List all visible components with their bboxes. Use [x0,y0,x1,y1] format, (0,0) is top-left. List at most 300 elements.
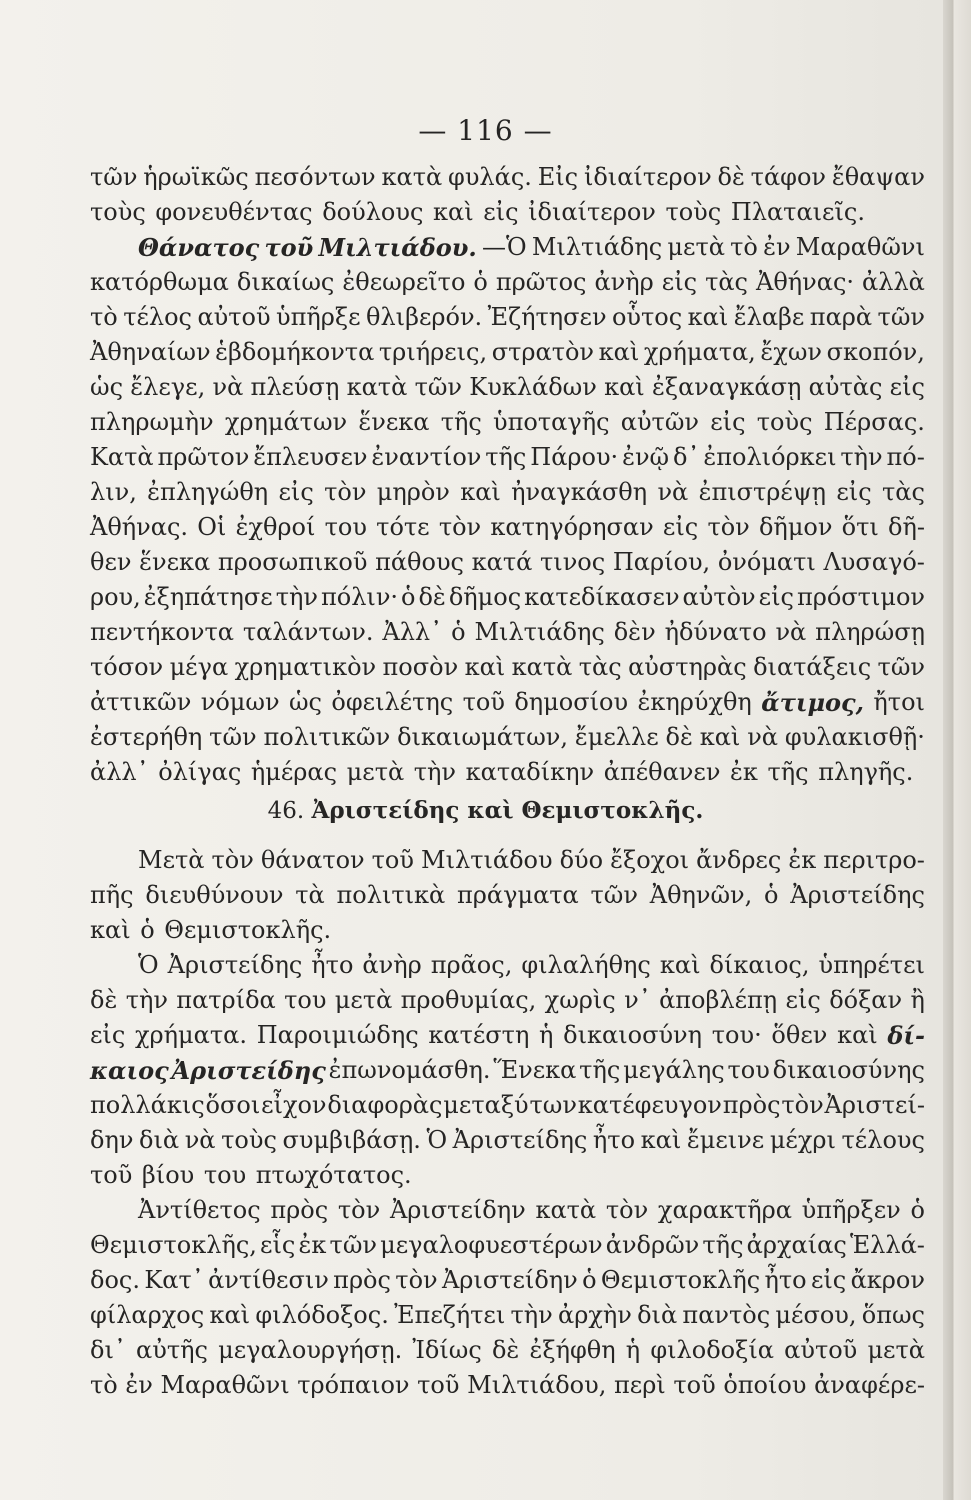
word: τὰ [295,881,325,909]
word: ἠναγκάσθη [511,478,648,506]
word: τῶν [877,653,925,681]
word: ἰδιαίτερον [528,198,656,226]
word: ἡρωϊκῶς [143,163,249,191]
word: κατά [471,548,533,576]
word: στρατὸν [491,338,595,366]
word: καὶ [659,951,701,979]
word: ρου, [90,583,141,611]
emphasized-word: Θάνατος [138,233,260,262]
paragraph-block-1 [90,160,925,790]
word: τῶν [590,881,638,909]
word: αὐτοῦ [784,1336,858,1364]
word: πόλιν· [320,583,399,611]
word: αὐτοῦ [197,303,271,331]
word: μετὰ [867,1336,925,1364]
page-binding-edge [943,0,971,1500]
word: διὰ [637,1301,678,1329]
text-line [90,545,925,580]
word: μέσου, [775,1301,857,1329]
text-line [90,1053,925,1088]
text-line [90,370,925,405]
word: νὰ [747,723,778,751]
word: ὁ [140,916,155,944]
word: ἐκ [730,758,758,786]
word: εἷς [260,1231,296,1259]
word: ἡμέρας [250,758,338,786]
text-line [90,843,925,878]
word: τὸ [90,1371,118,1399]
word: πρὸς [333,1266,391,1294]
word: ἀνὴρ [594,268,654,296]
word: καὶ [837,1021,878,1049]
word: τοῦ [90,1161,133,1189]
word: καταδίκην [465,758,595,786]
word: τῆς [440,408,482,436]
word: χρήματα, [643,338,756,366]
word: δὲ [418,583,446,611]
word: τοῦ [371,846,414,874]
word: ὁποίου [723,1371,807,1399]
word: ἀλλὰ [862,268,925,296]
word: τῶν [209,723,257,751]
word: πρῶτον [157,443,250,471]
text-line [90,755,925,790]
word: ἡ [539,1021,554,1049]
word: εἶχον [261,1091,327,1119]
text-line [90,510,925,545]
word: πολιτικὰ [336,881,446,909]
word: δι᾽ [90,1336,126,1364]
word: τῆς [702,1231,744,1259]
word: μεταξύ [443,1091,529,1119]
text-line [90,160,925,195]
word: διατάξεις [753,653,872,681]
word: ὑποταγῆς [493,408,610,436]
word: περὶ [613,1371,666,1399]
word: ὑπηρέτει [818,951,925,979]
word: Μετὰ [138,846,205,874]
word: Ἀριστείδην [389,1196,526,1224]
word: Οἱ [197,513,227,541]
word: τὴν [413,758,457,786]
word: τοὺς [221,1126,277,1154]
word: ἐν [125,1371,153,1399]
word: Κατ᾽ [144,1266,204,1294]
word: ὅθεν [771,1021,828,1049]
word: Κυκλάδων [469,373,597,401]
word: δικαιοσύνη [563,1021,703,1049]
word: πτωχότατος. [255,1161,412,1189]
word: πρᾶος, [430,951,513,979]
word: ἐχθροί [235,513,316,541]
word: ἐπωνομάσθη. [328,1056,491,1084]
word: κατὰ [346,373,408,401]
text-line [90,230,925,265]
word: ἄκρον [850,1266,925,1294]
word: του· [711,1021,762,1049]
word: Παρίου, [612,548,711,576]
word: Μαραθῶνι [795,233,925,261]
word: ἢ [910,986,925,1014]
word: ὁ [473,268,488,296]
word: ὑπῆρξεν [801,1196,901,1224]
word: αὐτὰς [808,373,883,401]
word: εἰς [785,986,821,1014]
word: ἀρχαίας [746,1231,847,1259]
word: πρὸς [722,1091,781,1119]
word: τέλους [841,1126,925,1154]
word: παρὰ [809,303,873,331]
word: ἰδιαίτερον [583,163,712,191]
word: διὰ [139,1126,180,1154]
word: του [203,1161,247,1189]
word: τὸν [781,1091,824,1119]
word: κατὰ [381,163,443,191]
text-line [90,948,925,983]
word: τὸ [90,303,118,331]
word: πλεύσῃ [250,373,340,401]
word: Πέρσας. [823,408,925,436]
word: ταλάντων. [242,618,374,646]
word: καὶ [640,1126,682,1154]
word: φυλακισθῇ· [784,723,925,751]
word: Μαραθῶνι [160,1371,290,1399]
word: ἄνδρες [696,846,782,874]
text-line [90,1333,925,1368]
word: πῆς [90,881,134,909]
word: μέχρι [769,1126,836,1154]
word: δημοσίου [514,688,629,716]
word: Ἀριστείδης [452,1126,588,1154]
word: τῶν [414,373,462,401]
word: Πάρου· [530,443,619,471]
word: Μιλτιάδου, [467,1371,607,1399]
word: ὀνόματι [717,548,816,576]
word: ἦτο [764,1266,807,1294]
word: τὴν [510,1301,553,1329]
word: δικαιοσύνης [772,1056,925,1084]
word: Ἐζήτησεν [487,303,607,331]
word: χωρὶς [544,986,616,1014]
text-line [90,1158,925,1193]
word: δόξαν [829,986,903,1014]
word: Ἀριστείδης [167,951,303,979]
word: του [324,513,367,541]
word: ἐξηπάτησε [143,583,273,611]
word: πολιτικῶν [263,723,391,751]
word: ἐπολιόρκει [703,443,837,471]
word: κατέφευγον [577,1091,722,1119]
word: οὗτος [611,303,683,331]
word: προθυμίας, [400,986,537,1014]
word: βίου [141,1161,195,1189]
word: τέλος [123,303,192,331]
word: μεγαλουργήσῃ. [218,1336,403,1364]
word: πράγματα [457,881,579,909]
word: ἀντίθεσιν [208,1266,329,1294]
section-number: 46. [267,798,305,824]
text-line [90,1228,925,1263]
word: Θεμιστοκλῆς. [164,916,332,944]
word: τότε [376,513,430,541]
word: αὐστηρὰς [628,653,747,681]
word: ἠδύνατο [664,618,767,646]
word: φονευθέντας [155,198,313,226]
word: εἰς [661,268,698,296]
word: ἔμελλε [574,723,659,751]
word: πρῶτος [495,268,587,296]
word: ἡ [625,1336,641,1364]
word: μηρὸν [376,478,450,506]
word: Μιλτιάδης [474,618,605,646]
word: εἰς [662,513,699,541]
word: καὶ [433,198,474,226]
word: Μιλτιάδου [421,846,553,874]
word: ὁ [451,618,466,646]
word: ὀλίγας [158,758,242,786]
word: ἑβδομήκοντα [215,338,375,366]
word: Ἀριστείδην [441,1266,578,1294]
word: πληρώσῃ [815,618,925,646]
word: τοὺς [756,408,813,436]
word: αὐτῶν [620,408,699,436]
word: τῶν [877,303,925,331]
word: διαφορὰς [327,1091,443,1119]
word: Ἀλλ᾽ [382,618,443,646]
word: ἔπλευσεν [253,443,368,471]
word: δὲν [613,618,656,646]
emphasized-word: Μιλτιάδου. [318,233,477,262]
word: ἔμεινε [686,1126,765,1154]
word: ἐπληγώθη [147,478,269,506]
word: πάθους [375,548,464,576]
emphasized-word: δί- [887,1021,925,1050]
word: αὐτὸν [682,583,756,611]
word: Παροιμιώδης [256,1021,419,1049]
word: Ἀριστεί- [824,1091,925,1119]
word: ὁ [910,1196,925,1224]
word: τῆς [485,443,527,471]
word: εἰς [483,198,519,226]
word: ἀποβλέπῃ [659,986,778,1014]
text-line [90,1018,925,1053]
word: ἦτο [311,951,354,979]
word: ἀνὴρ [362,951,422,979]
word: πολλάκις [90,1091,205,1119]
word: κατόρθωμα [90,268,229,296]
emphasized-word: τοῦ [264,233,314,262]
word: τῶν [90,163,138,191]
word: Λυσαγό- [823,548,925,576]
word: Θεμιστοκλῆς, [90,1231,257,1259]
text-line [90,440,925,475]
word: καὶ [209,1301,251,1329]
text-line [90,1123,925,1158]
word: παντὸς [682,1301,771,1329]
word: ἀλλ᾽ [90,758,149,786]
page-number: — 116 — [418,114,553,147]
word: προσωπικοῦ [217,548,368,576]
word: χρήματα. [135,1021,247,1049]
word: δούλους [322,198,424,226]
word: τῆς [579,1056,621,1084]
word: φυλάς. [448,163,532,191]
word: εἰς [810,1266,847,1294]
word: τῆς [767,758,809,786]
word: τὸν [324,478,367,506]
word: ἐπιστρέψῃ [698,478,827,506]
word: δῆμον [758,513,833,541]
word: πληγῆς. [818,758,914,786]
word: δὲ [90,986,118,1014]
word: ἐθεωρεῖτο [342,268,466,296]
word: ἐκηρύχθη [637,688,752,716]
word: Εἰς [537,163,579,191]
word: Ἀθηναίων [90,338,211,366]
word: ἔλεγε, [130,373,206,401]
emphasized-word: Ἀριστείδης [171,1056,326,1085]
text-line [90,685,925,720]
word: χρημάτων [224,408,348,436]
word: πεντήκοντα [90,618,234,646]
emphasized-word: ἄτιμος, [761,688,864,717]
word: τοῦ [417,1371,460,1399]
word: Ἑλλά- [849,1231,925,1259]
text-line [90,615,925,650]
word: τὴν [840,443,883,471]
word: δ᾽ [673,443,700,471]
word: δὲ [665,723,693,751]
word: καὶ [604,373,645,401]
text-line [90,300,925,335]
word: περιτρο- [823,846,925,874]
text-line [90,878,925,913]
word: ἐξαναγκάσῃ [651,373,802,401]
text-line [90,195,925,230]
word: τὸν [395,1266,438,1294]
word: τόσον [90,653,164,681]
word: εἰς [836,478,872,506]
emphasized-word: καιος [90,1056,169,1085]
word: ἐναντίον [371,443,482,471]
word: ἔχων [760,338,823,366]
word: ὑπῆρξε [276,303,361,331]
word: τὰς [705,268,748,296]
word: Ἐπεζήτει [394,1301,506,1329]
text-line [90,720,925,755]
text-line [90,1263,925,1298]
word: καὶ [460,478,501,506]
word: τὸν [211,846,254,874]
word: ποσὸν [382,653,459,681]
word: πρὸς [270,1196,329,1224]
word: —Ὁ [482,233,527,261]
text-line [90,1088,925,1123]
word: μετὰ [667,233,725,261]
word: των [529,1091,577,1119]
word: τινος [540,548,606,576]
word: φιλόδοξος. [255,1301,389,1329]
word: Ἕνεκα [493,1056,577,1084]
word: ἐκ [788,846,817,874]
word: δος. [90,1266,140,1294]
word: κατεδίκασεν [524,583,680,611]
word: μέγα [169,653,229,681]
word: δῆμος [448,583,522,611]
word: ἀπέθανεν [603,758,721,786]
word: Ἀριστείδης [790,881,925,909]
word: κατὰ [535,1196,597,1224]
word: θεν [90,548,132,576]
word: Ὁ [426,1126,448,1154]
word: εἰς [758,583,794,611]
word: φίλαρχος [90,1301,205,1329]
word: του [727,1056,770,1084]
word: καὶ [598,338,640,366]
word: πεσόντων [254,163,376,191]
section-title: Ἀριστείδης καὶ Θεμιστοκλῆς. [311,797,704,824]
text-line [90,1298,925,1333]
word: ἀττικῶν [90,688,192,716]
word: Ἀθήνας· [756,268,855,296]
word: καὶ [464,653,506,681]
word: εἰς [90,1021,126,1049]
word: διευθύνουν [145,881,284,909]
word: δὲ [717,163,745,191]
word: ὅπως [861,1301,925,1329]
word: τὸν [605,1196,649,1224]
word: εἰς [278,478,314,506]
word: τὰς [578,653,622,681]
word: φιλοδοξία [650,1336,774,1364]
word: Θεμιστοκλῆς [600,1266,761,1294]
word: του [284,986,327,1014]
word: Μιλτιάδης [531,233,663,261]
word: εἰς [889,373,925,401]
word: καὶ [687,303,729,331]
word: πρόστιμον [796,583,925,611]
word: ἦτο [592,1126,636,1154]
word: ἤτοι [873,688,925,716]
word: ἔξοχοι [610,846,690,874]
word: κατηγόρησαν [490,513,654,541]
text-line [90,475,925,510]
word: δύο [559,846,604,874]
word: κατέστη [428,1021,530,1049]
word: Πλαταιεῖς. [730,198,865,226]
word: ὡς [288,688,322,716]
word: τοῦ [673,1371,716,1399]
word: συμβιβάσῃ. [282,1126,421,1154]
word: τριήρεις, [378,338,488,366]
word: δὲ [491,1336,520,1364]
word: πατρίδα [176,986,276,1014]
word: ἀρχὴν [558,1301,632,1329]
word: αὐτῆς [136,1336,208,1364]
word: δικαιωμάτων, [397,723,568,751]
word: μεγαλοφυεστέρων [380,1231,603,1259]
word: Ἀθήνας. [90,513,189,541]
word: θάνατον [260,846,365,874]
word: τὸν [337,1196,381,1224]
word: ἐστερήθη [90,723,203,751]
text-line [90,405,925,440]
word: ἔλαβε [733,303,805,331]
word: ν᾽ [624,986,651,1014]
text-line [90,1193,925,1228]
text-line [90,580,925,615]
word: φιλαλήθης [521,951,651,979]
